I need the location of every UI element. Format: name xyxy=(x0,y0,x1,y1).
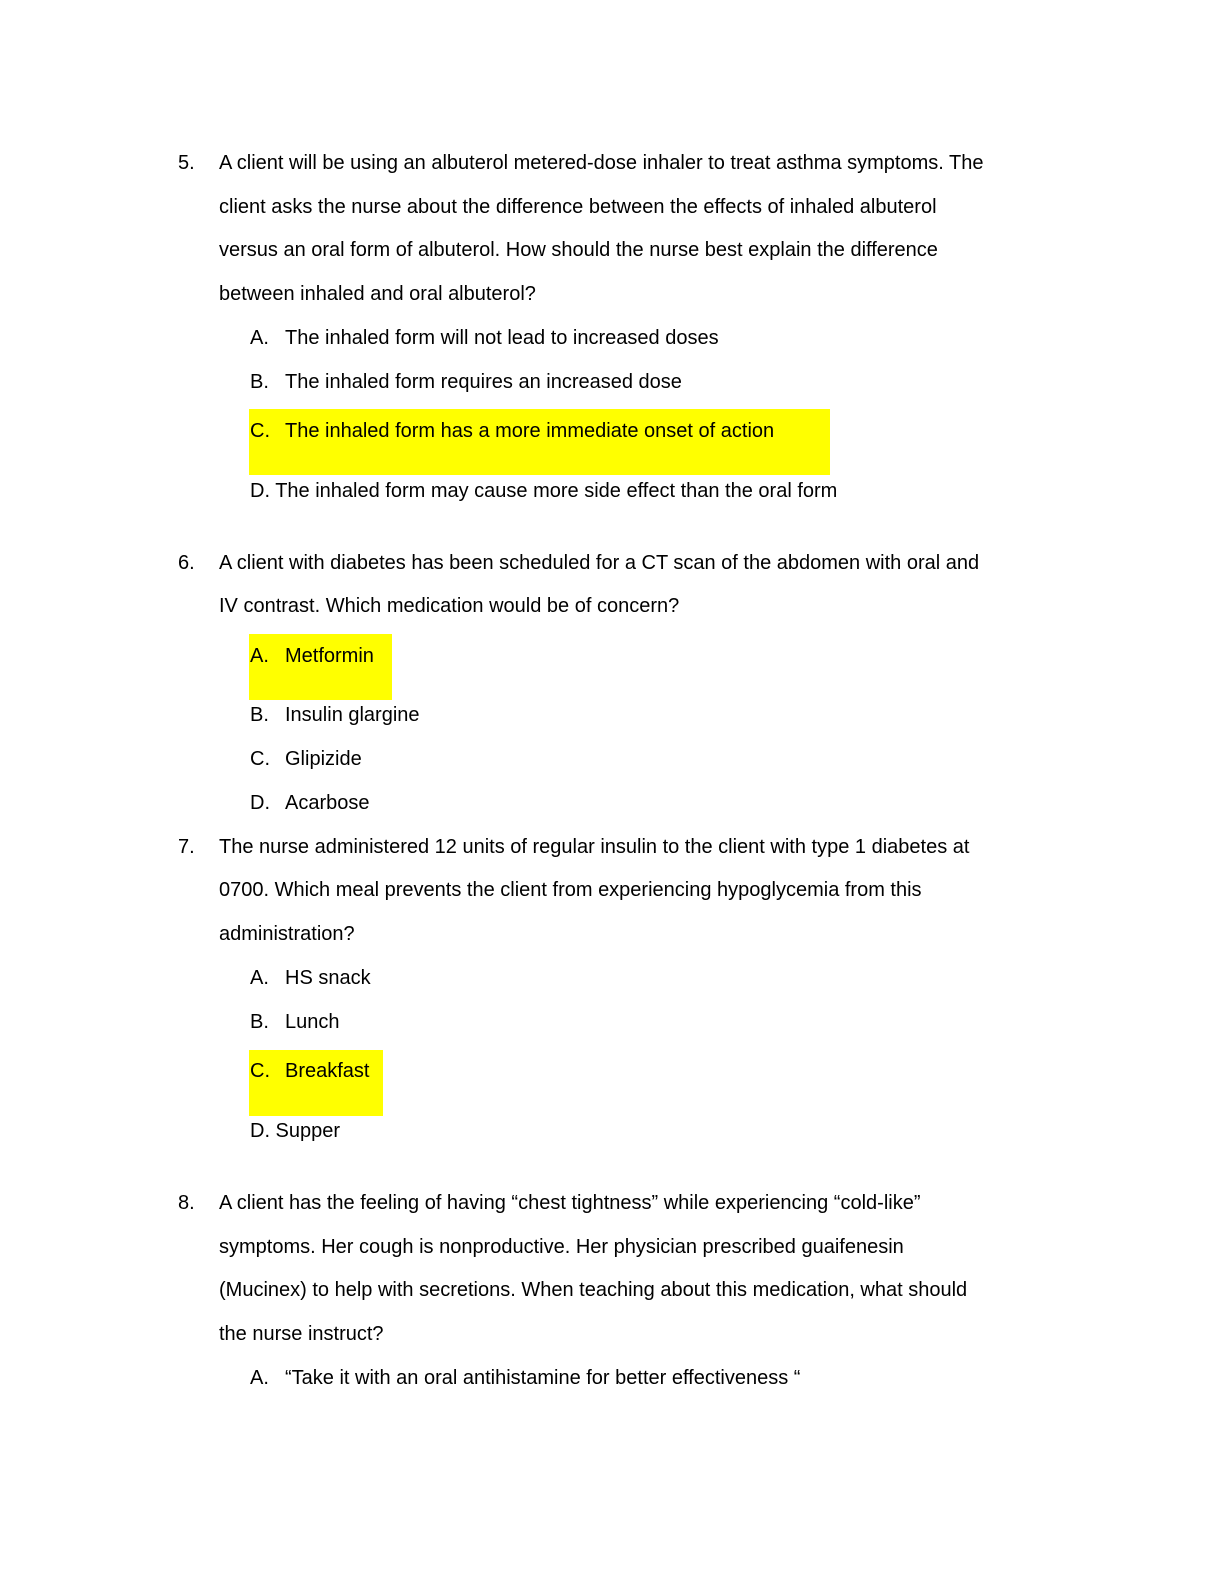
option-letter: C. xyxy=(250,748,270,770)
option-text: Glipizide xyxy=(285,748,362,770)
option-letter: C. xyxy=(250,1060,270,1082)
option-letter: B. xyxy=(250,371,269,393)
question-text-line: client asks the nurse about the difference between the effects of inhaled albuterol xyxy=(219,196,937,218)
question-text-line: 0700. Which meal prevents the client from experiencing hypoglycemia from this xyxy=(219,879,922,901)
question-number: 8. xyxy=(178,1192,195,1214)
question-number: 5. xyxy=(178,152,195,174)
option-text: HS snack xyxy=(285,967,371,989)
option-letter: C. xyxy=(250,420,270,442)
option-letter: A. xyxy=(250,1367,269,1389)
option-text: The inhaled form will not lead to increased doses xyxy=(285,327,719,349)
question-text-line: A client has the feeling of having “chest tightness” while experiencing “cold-like” xyxy=(219,1192,921,1214)
question-text-line: IV contrast. Which medication would be of concern? xyxy=(219,595,680,617)
option-text: Insulin glargine xyxy=(285,704,420,726)
option-text: The inhaled form requires an increased dose xyxy=(285,371,682,393)
option-text: Acarbose xyxy=(285,792,370,814)
option-text-highlighted: Breakfast xyxy=(285,1060,370,1082)
question-text-line: A client will be using an albuterol metered-dose inhaler to treat asthma symptoms. The xyxy=(219,152,984,174)
question-text-line: between inhaled and oral albuterol? xyxy=(219,283,536,305)
option-letter: A. xyxy=(250,327,269,349)
question-text-line: symptoms. Her cough is nonproductive. Her physician prescribed guaifenesin xyxy=(219,1236,904,1258)
option-text: D. Supper xyxy=(250,1120,341,1142)
question-text-line: A client with diabetes has been scheduled for a CT scan of the abdomen with oral and xyxy=(219,552,980,574)
option-letter: A. xyxy=(250,967,269,989)
question-text-line: (Mucinex) to help with secretions. When teaching about this medication, what should xyxy=(219,1279,968,1301)
option-letter: B. xyxy=(250,704,269,726)
option-text: “Take it with an oral antihistamine for better effectiveness “ xyxy=(285,1367,801,1389)
option-text: Lunch xyxy=(285,1011,340,1033)
option-text-highlighted: Metformin xyxy=(285,645,374,667)
option-letter: B. xyxy=(250,1011,269,1033)
question-text-line: administration? xyxy=(219,923,355,945)
option-text-highlighted: The inhaled form has a more immediate onset of action xyxy=(285,420,775,442)
question-number: 7. xyxy=(178,836,195,858)
option-text: D. The inhaled form may cause more side effect than the oral form xyxy=(250,480,838,502)
question-number: 6. xyxy=(178,552,195,574)
question-text-line: The nurse administered 12 units of regular insulin to the client with type 1 diabetes at xyxy=(219,836,970,858)
question-text-line: the nurse instruct? xyxy=(219,1323,384,1345)
option-letter: A. xyxy=(250,645,269,667)
question-text-line: versus an oral form of albuterol. How should the nurse best explain the difference xyxy=(219,239,938,261)
option-letter: D. xyxy=(250,792,270,814)
